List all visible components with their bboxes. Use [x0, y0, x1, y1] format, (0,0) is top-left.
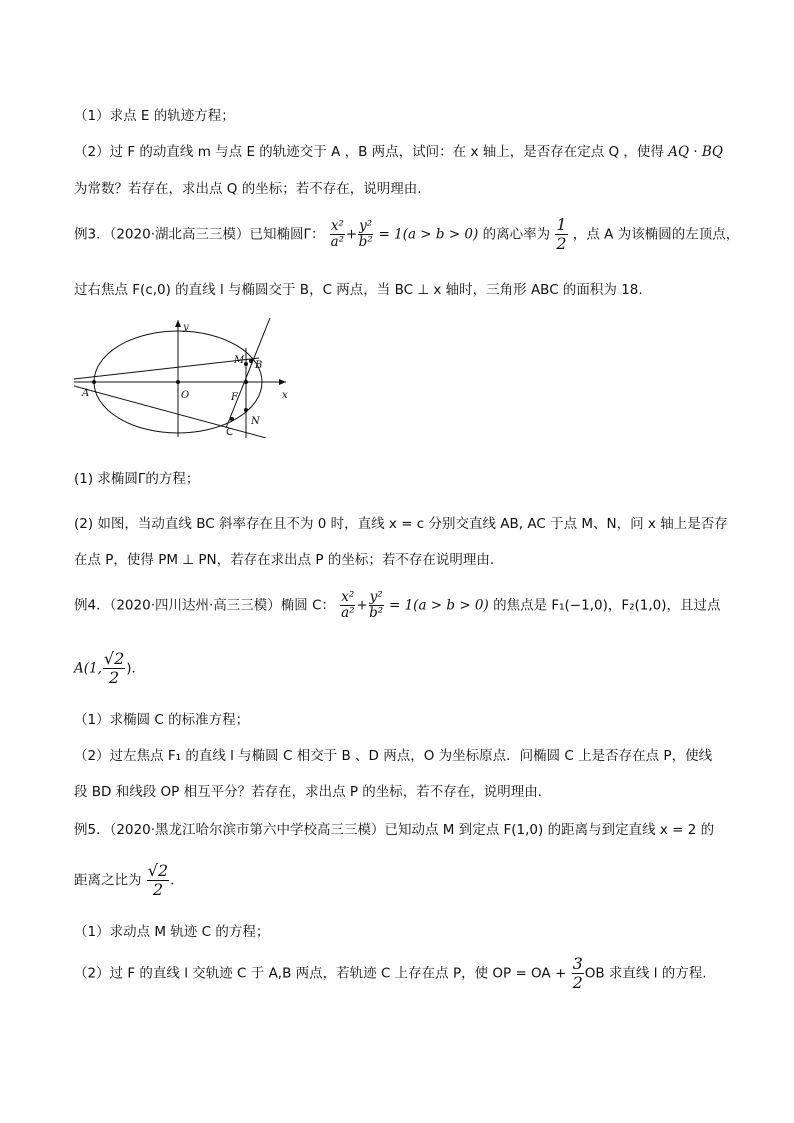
label-M: M	[234, 355, 245, 366]
point-B	[249, 359, 253, 363]
frac-sqrt2-over-2-ex5: $\frac{√2}{2}$	[147, 861, 169, 899]
example5-q2-text: （2）过 F 的直线 l 交轨迹 C 于 A,B 两点，若轨迹 C 上存在点 P，使 OP = OA +	[74, 965, 571, 982]
eccentricity-text: 的离心率为	[482, 226, 551, 243]
label-O: O	[181, 390, 190, 401]
frac-sqrt2-over-2: $\frac{√2}{2}$	[103, 649, 125, 687]
q2-line-cont: 为常数？若存在，求出点 Q 的坐标；若不存在，说明理由.	[74, 181, 422, 197]
q1-line: （1）求点 E 的轨迹方程；	[74, 108, 235, 124]
y-axis-arrow	[175, 320, 181, 327]
point-A	[92, 380, 96, 384]
q2-text: （2）过 F 的动直线 m 与点 E 的轨迹交于 A ，B 两点，试问：在 x 轴上，是否存在定点 Q ，使得	[74, 144, 669, 160]
point-N	[244, 408, 248, 412]
example4-intro: 例4．（2020·四川达州·高三三模）椭圆 C：	[74, 597, 335, 614]
q2-vector-expr: AQ · BQ	[668, 144, 723, 160]
example3-q2a: (2) 如图，当动直线 BC 斜率存在且不为 0 时，直线 x = c 分别交直线 AB, AC 于点 M、N，问 x 轴上是否存	[74, 516, 728, 532]
frac-x2-a2: $\frac{\text{x²}}{\text{a²}}$	[330, 218, 345, 250]
label-B: B	[255, 360, 263, 371]
example3-line2: 过右焦点 F(c,0) 的直线 l 与椭圆交于 B，C 两点，当 BC ⊥ x 轴时，三角形 ABC 的面积为 18.	[74, 282, 643, 298]
example3-vertex-text: ，点 A 为该椭圆的左顶点，	[572, 226, 740, 243]
frac-x2-a2-ex4: $\frac{\text{x²}}{\text{a²}}$	[341, 589, 355, 621]
label-N: N	[251, 416, 260, 427]
x-axis-arrow	[279, 379, 286, 385]
ellipse-figure	[74, 318, 304, 438]
label-A: A	[82, 388, 90, 399]
example5-line2: 距离之比为 $\frac{√2}{2}$ .	[74, 861, 175, 899]
frac-three-halves: $\frac{3}{2}$	[572, 954, 583, 992]
example4-point-line: A(1, $\frac{√2}{2}$ )．	[74, 649, 146, 687]
label-y: y	[183, 322, 189, 333]
ellipse-condition-ex4: = 1(a > b > 0)	[388, 597, 489, 614]
point-F	[244, 380, 248, 384]
plus-sign: +	[345, 226, 358, 243]
example4-header: 例4．（2020·四川达州·高三三模）椭圆 C： $\frac{\text{x²}}{\text{a²}}$ + $\frac{\text{y²}}{\text{b²}}$ = 1(a > b > 0) 的焦点是 F₁(−1,0)，F₂(1,0)，且过点	[74, 589, 721, 621]
example4-q2b: 段 BD 和线段 OP 相互平分？若存在，求出点 P 的坐标，若不存在，说明理由．	[74, 784, 552, 800]
line-BC	[226, 318, 270, 428]
example4-foci-text: 的焦点是 F₁(−1,0)，F₂(1,0)，且过点	[493, 597, 721, 614]
example3-intro: 例3．（2020·湖北高三三模）已知椭圆Γ：	[74, 226, 325, 243]
example5-q1: （1）求动点 M 轨迹 C 的方程；	[74, 924, 270, 940]
point-C	[230, 417, 234, 421]
label-F: F	[231, 392, 238, 403]
frac-y2-b2-ex4: $\frac{\text{y²}}{\text{b²}}$	[369, 589, 384, 621]
example4-q1: （1）求椭圆 C 的标准方程；	[74, 712, 250, 728]
example4-q2a: （2）过左焦点 F₁ 的直线 l 与椭圆 C 相交于 B 、D 两点，O 为坐标原点．问椭圆 C 上是否存在点 P，使线	[74, 748, 713, 764]
frac-y2-b2: $\frac{\text{y²}}{\text{b²}}$	[358, 218, 373, 250]
frac-one-half: $\frac{1}{2}$	[556, 215, 567, 253]
point-A-coords: A(1,	[74, 660, 102, 677]
label-x: x	[282, 390, 288, 401]
example5-q2	[74, 955, 707, 992]
example3-header	[74, 216, 739, 253]
example5-line1: 例5．（2020·黑龙江哈尔滨市第六中学校高三三模）已知动点 M 到定点 F(1,0) 的距离与到定直线 x = 2 的	[74, 822, 715, 838]
ellipse-condition: = 1(a > b > 0)	[378, 226, 479, 243]
example5-q2-end: OB 求直线 l 的方程.	[584, 965, 707, 982]
label-C: C	[226, 427, 233, 438]
q2-line	[74, 140, 723, 160]
point-M	[244, 362, 248, 366]
ratio-text: 距离之比为	[74, 872, 142, 889]
example3-q1: (1) 求椭圆Γ的方程；	[74, 471, 200, 487]
example3-q2b: 在点 P，使得 PM ⊥ PN，若存在求出点 P 的坐标；若不存在说明理由.	[74, 552, 495, 568]
point-O	[176, 380, 180, 384]
line-AB	[74, 358, 259, 379]
